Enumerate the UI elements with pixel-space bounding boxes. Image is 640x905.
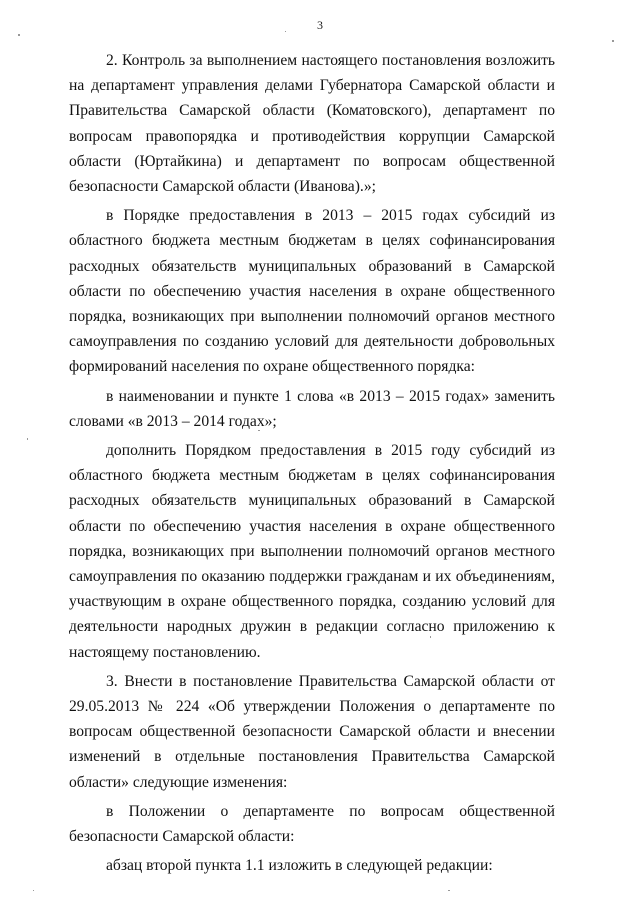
- page-number: 3: [317, 18, 323, 32]
- scan-speck: [285, 31, 286, 32]
- scan-speck: [27, 438, 28, 440]
- paragraph-department-regulation: в Положении о департаменте по вопросам общественной безопасности Самарской области:: [69, 802, 555, 846]
- document-body: [69, 48, 555, 879]
- paragraph-title-replacement: в наименовании и пункте 1 слова «в 2013 – 2015 годах» заменить словами «в 2013 – 2014 годах»;: [69, 387, 555, 430]
- scan-speck: [33, 890, 34, 891]
- scan-speck: [612, 40, 614, 42]
- paragraph-procedure-2015: дополнить Порядком предоставления в 2015 году субсидий из областного бюджета местным бюджетам в целях софинансирования расходных обязательств муниципальных образований в Самарской области по обеспечению участия населения в охране общественного порядка, возникающих при выполнении полномочий органов местного самоуправления по оказанию поддержки гражданам и их объединениям, участвующим в охране общественного порядка, созданию условий для деятельности народных дружин в редакции согласно приложению к настоящему постановлению.: [69, 442, 555, 661]
- scan-speck: [448, 890, 450, 891]
- paragraph-amend-resolution-224: 3. Внести в постановление Правительства Самарской области от 29.05.2013 № 224 «Об утверждении Положения о департаменте по вопросам общественной безопасности Самарской области и внесении изменений в отдельные постановления Правительства Самарской области» следующие изменения:: [69, 672, 555, 791]
- paragraph-procedure-2013-2015: в Порядке предоставления в 2013 – 2015 годах субсидий из областного бюджета местным бюджетам в целях софинансирования расходных обязательств муниципальных образований в Самарской области по обеспечению участия населения в охране общественного порядка, возникающих при выполнении полномочий органов местного самоуправления по созданию условий для деятельности добровольных формирований населения по охране общественного порядка:: [69, 207, 555, 376]
- paragraph-clause-1-1: абзац второй пункта 1.1 изложить в следующей редакции:: [106, 857, 493, 875]
- scan-speck: [430, 636, 431, 638]
- scan-speck: [18, 34, 20, 36]
- scan-speck: [258, 430, 260, 431]
- paragraph-control-clause: 2. Контроль за выполнением настоящего постановления возложить на департамент управления делами Губернатора Самарской области и Правительства Самарской области (Коматовского), департамент по вопросам правопорядка и противодействия коррупции Самарской области (Юртайкина) и департамент по вопросам общественной безопасности Самарской области (Иванова).»;: [69, 52, 555, 196]
